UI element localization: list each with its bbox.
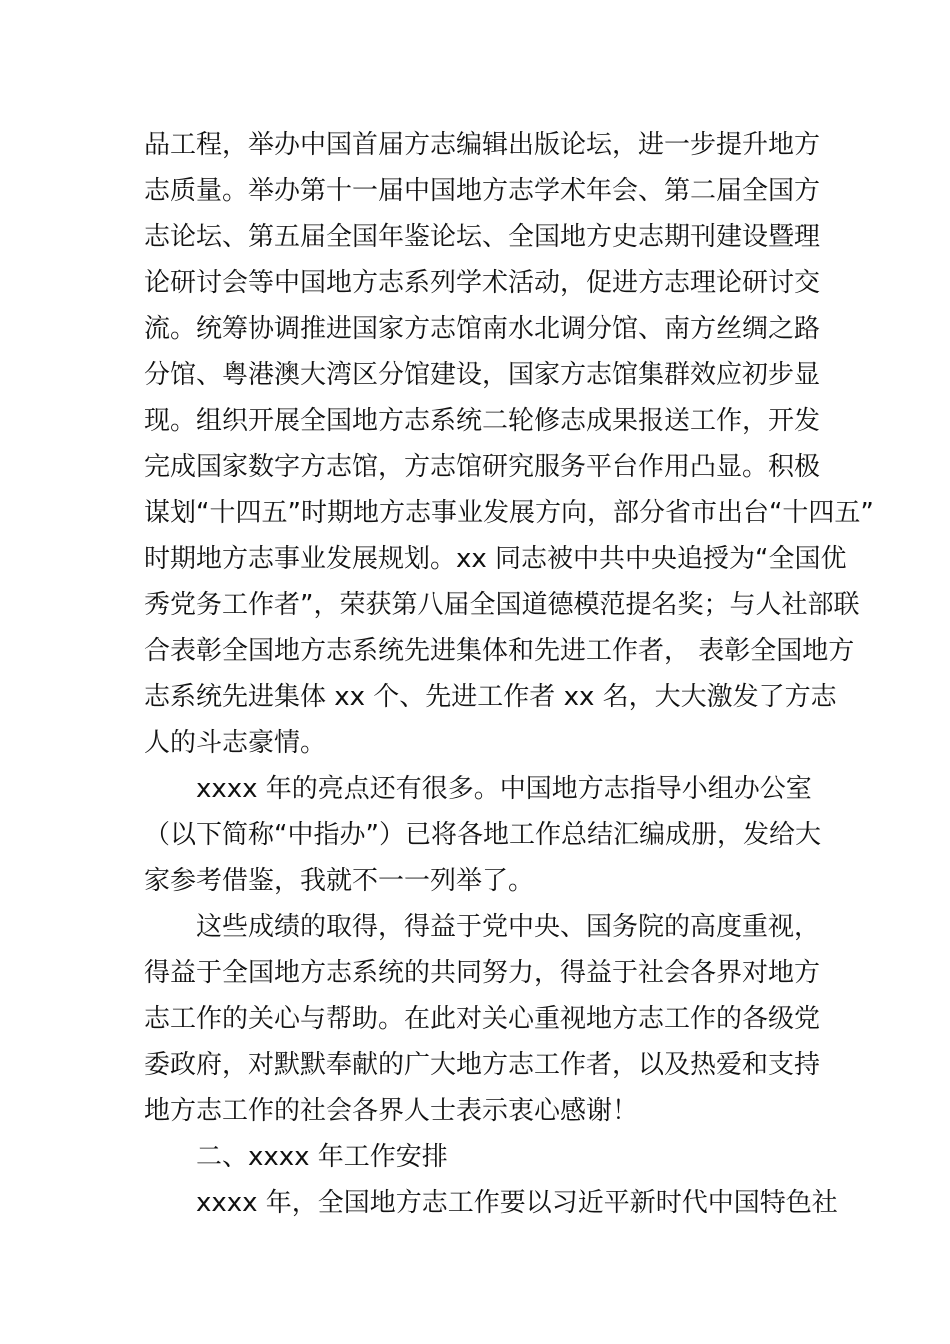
text-line: 合表彰全国地方志系统先进集体和先进工作者， 表彰全国地方 [144, 636, 855, 666]
text-line: 品工程，举办中国首届方志编辑出版论坛，进一步提升地方 [144, 130, 821, 160]
text-line: 志工作的关心与帮助。在此对关心重视地方志工作的各级党 [144, 1004, 821, 1034]
section-heading: 二、xxxx 年工作安排 [196, 1142, 448, 1172]
text-line: 人的斗志豪情。 [144, 728, 327, 758]
text-line: 志质量。举办第十一届中国地方志学术年会、第二届全国方 [144, 176, 821, 206]
text-line: 志系统先进集体 xx 个、先进工作者 xx 名，大大激发了方志 [144, 682, 837, 712]
text-line: 论研讨会等中国地方志系列学术活动，促进方志理论研讨交 [144, 268, 821, 298]
text-line: 家参考借鉴，我就不一一列举了。 [144, 866, 535, 896]
text-line: 志论坛、第五届全国年鉴论坛、全国地方史志期刊建设暨理 [144, 222, 821, 252]
text-line: 分馆、粤港澳大湾区分馆建设，国家方志馆集群效应初步显 [144, 360, 821, 390]
text-line: 谋划“十四五”时期地方志事业发展方向，部分省市出台“十四五” [144, 498, 874, 528]
paragraph-start-line: xxxx 年，全国地方志工作要以习近平新时代中国特色社 [196, 1188, 838, 1218]
body-text [144, 122, 874, 1226]
text-line: 现。组织开展全国地方志系统二轮修志成果报送工作，开发 [144, 406, 821, 436]
text-line: 得益于全国地方志系统的共同努力，得益于社会各界对地方 [144, 958, 821, 988]
text-line: 地方志工作的社会各界人士表示衷心感谢！ [144, 1096, 639, 1126]
paragraph-start-line: 这些成绩的取得，得益于党中央、国务院的高度重视， [196, 912, 821, 942]
text-line: 流。统筹协调推进国家方志馆南水北调分馆、南方丝绸之路 [144, 314, 821, 344]
text-line: （以下简称“中指办”）已将各地工作总结汇编成册，发给大 [144, 820, 821, 850]
text-line: 时期地方志事业发展规划。xx 同志被中共中央追授为“全国优 [144, 544, 847, 574]
text-line: 秀党务工作者”，荣获第八届全国道德模范提名奖；与人社部联 [144, 590, 860, 620]
text-line: 委政府，对默默奉献的广大地方志工作者，以及热爱和支持 [144, 1050, 821, 1080]
paragraph-start-line: xxxx 年的亮点还有很多。中国地方志指导小组办公室 [196, 774, 812, 804]
text-line: 完成国家数字方志馆，方志馆研究服务平台作用凸显。积极 [144, 452, 821, 482]
